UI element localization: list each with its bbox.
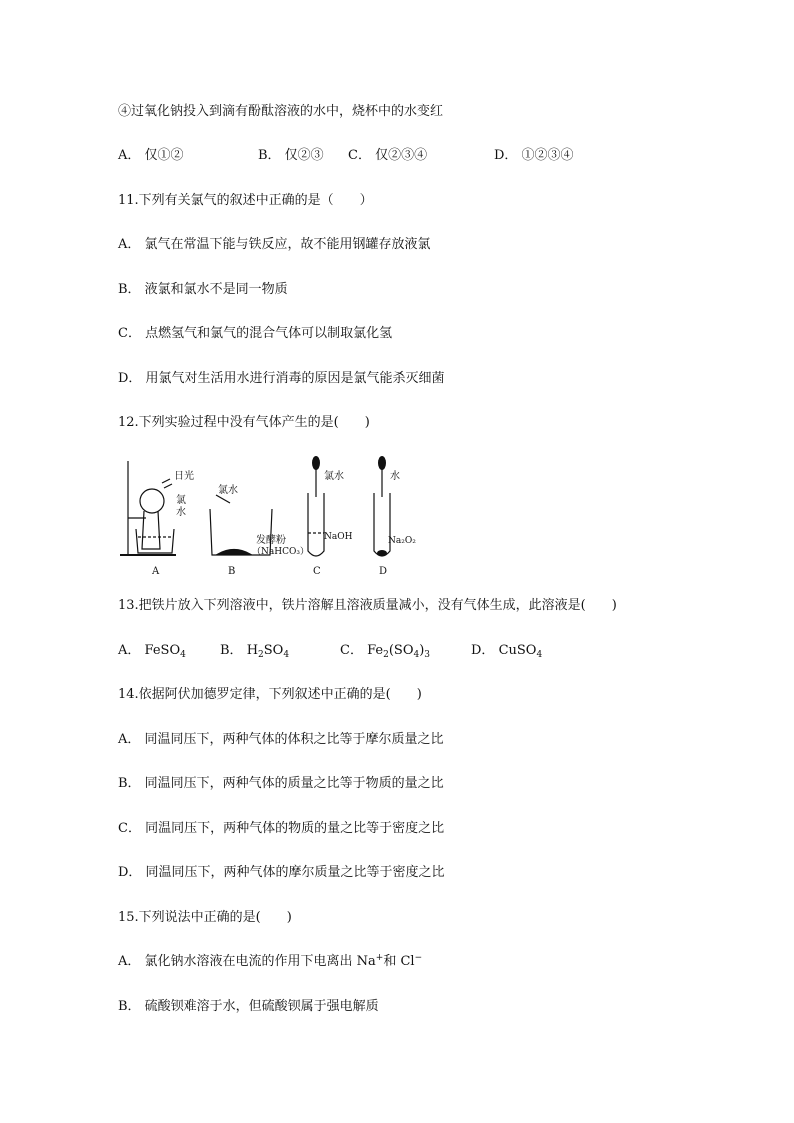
q11-option-c[interactable]: C． 点燃氢气和氯气的混合气体可以制取氯化氢 — [118, 326, 393, 341]
q13-c-formula-part-1: Fe — [367, 643, 384, 658]
q12-experiment-figure — [118, 453, 418, 579]
fig-a-sunlight: 日光 — [174, 471, 194, 482]
q12-apparatus-diagram — [118, 453, 418, 579]
q13-b-formula-part-1: H — [246, 643, 259, 658]
q10-option-c[interactable]: C． 仅②③④ — [348, 148, 428, 163]
q13-d-subscript-1: 4 — [536, 650, 543, 660]
q15-option-a-sodium-charge: + — [375, 953, 384, 963]
apparatus-a-sunray-1 — [162, 479, 170, 483]
q14-stem: 14.依据阿伏加德罗定律，下列叙述中正确的是( ) — [118, 687, 422, 702]
q13-d-formula-part-1: CuSO — [498, 643, 537, 658]
q14-option-a[interactable]: A． 同温同压下，两种气体的体积之比等于摩尔质量之比 — [118, 732, 444, 747]
q13-option-b[interactable] — [220, 642, 289, 660]
q11-option-b[interactable]: B． 液氯和氯水不是同一物质 — [118, 282, 288, 297]
apparatus-a-flask — [140, 489, 164, 513]
apparatus-b-powder — [218, 550, 250, 555]
apparatus-c-test-tube — [308, 493, 324, 556]
q13-b-subscript-1: 2 — [258, 650, 264, 660]
q13-option-c[interactable] — [340, 642, 430, 660]
q12-stem: 12.下列实验过程中没有气体产生的是( ) — [118, 415, 370, 430]
fig-b-reagent: 氯水 — [218, 485, 238, 496]
apparatus-a-sunray-2 — [164, 484, 172, 488]
fig-label-b: B — [228, 566, 236, 577]
q14-option-d[interactable]: D． 同温同压下，两种气体的摩尔质量之比等于密度之比 — [118, 865, 445, 880]
fig-c-dropper-label: 氯水 — [324, 471, 344, 482]
q13-option-a-prefix: A． — [118, 643, 141, 658]
apparatus-b-pointer — [216, 495, 230, 503]
q13-b-subscript-2: 4 — [283, 650, 290, 660]
q14-option-b[interactable]: B． 同温同压下，两种气体的质量之比等于物质的量之比 — [118, 776, 444, 791]
q13-option-a-formula — [145, 643, 186, 658]
q10-option-d[interactable]: D． ①②③④ — [494, 148, 574, 163]
q13-a-subscript-1: 4 — [180, 650, 186, 660]
q13-option-a[interactable] — [118, 642, 186, 660]
q15-option-b[interactable]: B． 硫酸钡难溶于水，但硫酸钡属于强电解质 — [118, 999, 379, 1014]
fig-a-reagent-2: 水 — [176, 507, 186, 518]
q10-option-a[interactable]: A． 仅①② — [118, 148, 184, 163]
q13-a-formula-part-1: FeSO — [144, 643, 181, 658]
q13-option-d-formula — [499, 643, 543, 658]
q11-stem: 11.下列有关氯气的叙述中正确的是（ ） — [118, 193, 373, 208]
q11-option-a[interactable]: A． 氯气在常温下能与铁反应，故不能用钢罐存放液氯 — [118, 237, 431, 252]
fig-b-powder-1: 发酵粉 — [256, 535, 286, 546]
apparatus-c-dropper-bulb — [312, 456, 320, 470]
q14-option-c[interactable]: C． 同温同压下，两种气体的物质的量之比等于密度之比 — [118, 821, 445, 836]
apparatus-a-flask-neck — [142, 511, 160, 549]
fig-a-reagent-1: 氯 — [176, 495, 186, 506]
q13-c-subscript-3: 3 — [424, 650, 431, 660]
q13-option-d-prefix: D． — [471, 643, 495, 658]
q15-stem: 15.下列说法中正确的是( ) — [118, 910, 292, 925]
apparatus-d-dropper-bulb — [378, 456, 386, 470]
q13-b-formula-part-2: SO — [263, 643, 284, 658]
q13-option-d[interactable] — [471, 642, 542, 660]
fig-label-d: D — [379, 566, 388, 577]
q10-item-4: ④过氧化钠投入到滴有酚酞溶液的水中，烧杯中的水变红 — [118, 104, 444, 119]
q15-option-a-chloride-charge: − — [414, 953, 423, 963]
q13-option-c-formula — [367, 643, 430, 658]
q15-option-a-text: A． 氯化钠水溶液在电流的作用下电离出 Na — [118, 954, 376, 969]
fig-c-solution-label: NaOH — [324, 532, 353, 542]
q15-option-a[interactable] — [118, 953, 422, 971]
q13-option-b-prefix: B． — [220, 643, 243, 658]
q13-option-c-prefix: C． — [340, 643, 363, 658]
fig-b-powder-2: （NaHCO₃） — [252, 547, 309, 557]
q13-stem: 13.把铁片放入下列溶液中，铁片溶解且溶液质量减小，没有气体生成，此溶液是( ) — [118, 598, 617, 613]
q13-c-subscript-2: 4 — [413, 650, 420, 660]
q13-c-formula-part-2: (SO — [388, 643, 414, 658]
q10-option-b[interactable]: B． 仅②③ — [258, 148, 324, 163]
fig-label-c: C — [313, 566, 321, 577]
q13-c-formula-part-3: ) — [419, 643, 425, 658]
fig-d-dropper-label: 水 — [390, 471, 400, 482]
apparatus-d-solid — [377, 550, 387, 556]
q13-c-subscript-1: 2 — [383, 650, 389, 660]
q11-option-d[interactable]: D． 用氯气对生活用水进行消毒的原因是氯气能杀灭细菌 — [118, 371, 445, 386]
q15-option-a-middle: 和 Cl — [383, 954, 415, 969]
fig-d-solid-label: Na₂O₂ — [388, 536, 416, 546]
fig-label-a: A — [152, 566, 160, 577]
q13-option-b-formula — [247, 643, 289, 658]
apparatus-d-test-tube — [374, 493, 390, 556]
